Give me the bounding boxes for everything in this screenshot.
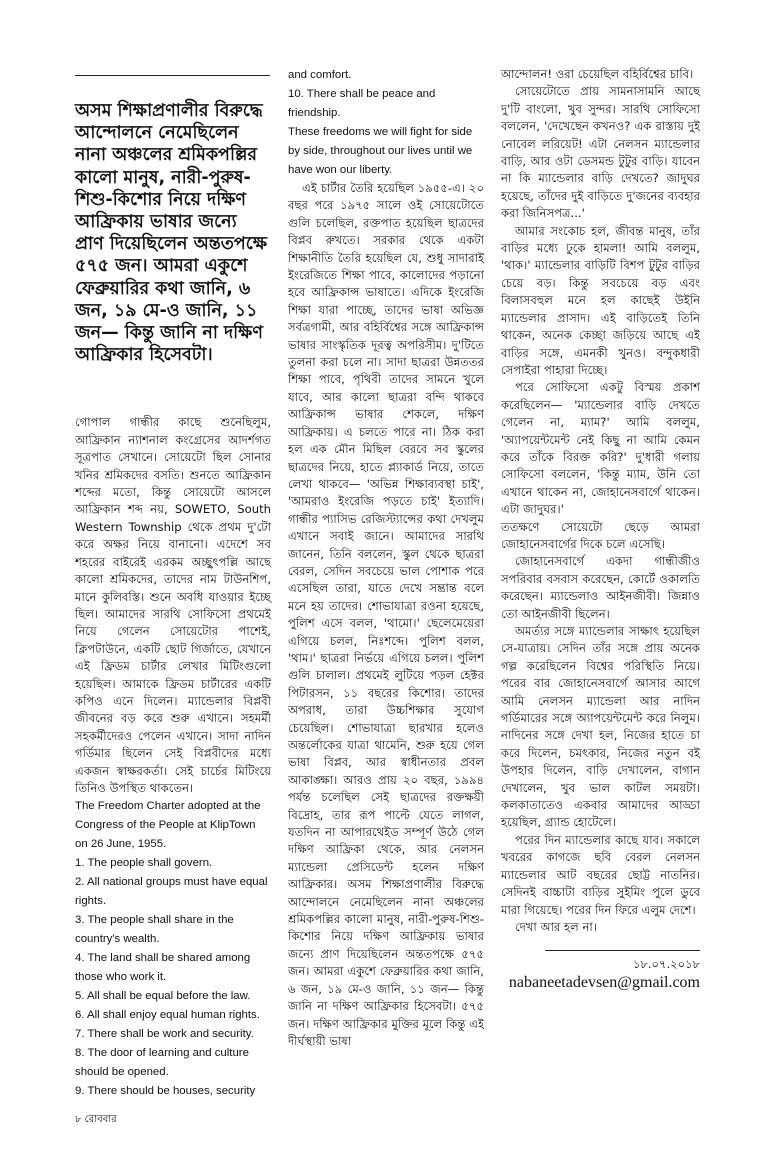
body-paragraph: পরের দিন ম্যান্ডেলার কাছে যাব। সকালে খবরের কাগজে ছবি বেরল নেলসন ম্যান্ডেলার আট বছরের ছোট্ট নাতনির। সেদিনই বাচ্চাটা বাড়ির সুইমিং পুলে ডুবে মারা গিয়েছে। পরের দিন ফিরে এলুম দেশে। bbox=[501, 832, 700, 917]
column-2 bbox=[288, 66, 484, 1050]
pull-quote: অসম শিক্ষাপ্রণালীর বিরুদ্ধে আন্দোলনে নেমেছিলেন নানা অঞ্চলের শ্রমিকপল্লির কালো মানুষ, নারী-পুরুষ-শিশু-কিশোর নিয়ে দক্ষিণ আফ্রিকায় ভাষার জন্যে প্রাণ দিয়েছিলেন অন্ততপক্ষে ৫৭৫ জন। আমরা একুশে ফেব্রুয়ারির কথা জানি, ৬ জন, ১৯ মে-ও জানি, ১১ জন— কিন্তু জানি না দক্ষিণ আফ্রিকার হিসেবটা। bbox=[75, 101, 268, 366]
body-paragraph: জোহানেসবার্গে একদা গান্ধীজীও সপরিবার বসবাস করেছেন, কোর্টে ওকালতি করেছেন। ম্যান্ডেলাও আইনজীবী। জিন্নাও তো আইনজীবী ছিলেন। bbox=[501, 554, 700, 621]
column-3 bbox=[501, 66, 700, 993]
top-rule bbox=[75, 75, 270, 76]
column-1 bbox=[75, 66, 271, 1101]
body-paragraph: ততক্ষণে সোয়েটো ছেড়ে আমরা জোহানেসবার্গের দিকে চলে এসেছি। bbox=[501, 519, 700, 551]
body-paragraph: আন্দোলন! ওরা চেয়েছিল বহির্বিশ্বের চাবি। bbox=[501, 67, 694, 81]
body-paragraph: গোপাল গান্ধীর কাছে শুনেছিলুম, আফ্রিকান ন্যাশনাল কংগ্রেসের আদর্শগত সূত্রপাত সেখানে। সোয়েটো ছিল সোনার খনির শ্রমিকদের বসতি। শুনতে আফ্রিকান শব্দের মতো, কিন্তু সোয়েটো আসলে আফ্রিকান শব্দ নয়, SOWETO, South Western Township থেকে প্রথম দু'টো করে অক্ষর নিয়ে বানানো। এদেশে সব শহরের বাইরেই এরকম অচ্ছুৎপল্লি আছে কালো শ্রমিকদের, তাদের নাম টাউনশিপ, মানে কুলিবস্তি। শুনে অবধি যাওয়ার ইচ্ছে ছিল। আমাদের সারথি সোফিসো প্রথমেই নিয়ে গেলেন সোয়েটোর পাশেই, ক্লিপটাউনে, একটি ছোট গির্জাতে, যেখানে এই ফ্রিডম চার্টার লেখার মিটিংগুলো হয়েছিল। আমাকে ফ্রিডম চার্টারের একটি কপিও এনে দিলেন। ম্যান্ডেলার বিপ্লবী জীবনের বড় করে শুরু এখানে। সহমর্মী সহকর্মীদেরও পেলেন এখানে। সাদা নাদিন গর্ডিমার ছিলেন সেই বিপ্লবীদের মধ্যে একজন স্বাক্ষরকর্তা। সেই চার্চের মিটিংয়ে তিনিও উপস্থিত থাকতেন। bbox=[75, 415, 271, 795]
charter-item: 4. The land shall be shared among those who work it. bbox=[75, 952, 251, 984]
signature-rule bbox=[545, 950, 700, 951]
article-grid bbox=[75, 66, 700, 1101]
charter-item: 1. The people shall govern. bbox=[75, 857, 213, 870]
charter-item: 8. The door of learning and culture should be opened. bbox=[75, 1047, 249, 1079]
charter-item: 10. There shall be peace and friendship. bbox=[288, 88, 436, 119]
charter-item: 6. All shall enjoy equal human rights. bbox=[75, 1009, 260, 1022]
charter-item: 7. There shall be work and security. bbox=[75, 1028, 254, 1041]
charter-item: and comfort. bbox=[288, 69, 352, 81]
body-paragraph: দেখা আর হল না। bbox=[515, 919, 597, 934]
body-paragraph: এই চার্টার তৈরি হয়েছিল ১৯৫৫-এ। ২০ বছর পরে ১৯৭৫ সালে ওই সোয়েটোতে গুলি চলেছিল, রক্তপাত হয়েছিল ছাত্রদের বিপ্লব রুখতে। সরকার থেকে একটা শিক্ষানীতি তৈরি হয়েছিল যে, শুধু সাদারাই ইংরেজিতে শিক্ষা পাবে, কালোদের পড়ানো হবে আফ্রিকান্স ভাষাতে। এদিকে ইংরেজি শিক্ষা যারা পাচ্ছে, তাদের ভাষা অভিজ্ঞ সর্বত্রগামী, আর বহির্বিশ্বের সঙ্গে আফ্রিকান্স ভাষার সাংস্কৃতিক দূরত্ব অপরিসীম। দু'টিতে তুলনা করা চলে না। সাদা ছাত্ররা উন্নততর শিক্ষা পাবে, পৃথিবী তাদের সামনে খুলে যাবে, আর কালো ছাত্ররা বন্দি থাকবে আফ্রিকান্স ভাষার শেকলে, দক্ষিণ আফ্রিকায়। এ চলতে পারে না। ঠিক করা হল এক মৌন মিছিল বেরবে সব স্কুলের ছাত্রদের নিয়ে, হাতে প্ল্যাকার্ড নিয়ে, তাতে লেখা থাকবে— 'অভিন্ন শিক্ষাব্যবস্থা চাই', 'আমরাও ইংরেজি পড়তে চাই' ইত্যাদি। গান্ধীর প্যাসিভ রেজিস্ট্যান্সের কথা দেখলুম এখানে সবাই জানে। আমাদের সারথি জানেন, তিনি বললেন, স্কুল থেকে ছাত্ররা বেরল, সেদিন সবচেয়ে ভাল পোশাক পরে এসেছিল তারা, যাতে দেখে সম্ভ্রান্ত বলে মনে হয় তাদের। শোভাযাত্রা রওনা হয়েছে, পুলিশ এসে বলল, 'থামো।' ছেলেমেয়েরা এগিয়ে চলল, নিঃশব্দে। পুলিশ বলল, 'থাম।' ছাত্ররা নির্ভয়ে এগিয়ে চলল। পুলিশ গুলি চালাল। প্রথমেই লুটিয়ে পড়ল হেক্টর পিটারসন, ১১ বছরের কিশোর। তাদের অপরাধ, তারা উচ্চশিক্ষার সুযোগ চেয়েছিল। শোভাযাত্রা ছারখার হলেও অন্তর্লোকের যাত্রা থামেনি, শুরু হয়ে গেল ভাষা বিপ্লব, আর স্বাধীনতার প্রবল আকাঙ্ক্ষা। আরও প্রায় ২০ বছর, ১৯৯৪ পর্যন্ত চলেছিল সেই ছাত্রদের রক্তক্ষয়ী বিদ্রোহ, তার রূপ পাল্টে যেতে লাগল, যতদিন না আপারথেইড সম্পূর্ণ উঠে গেল দক্ষিণ আফ্রিকা থেকে, আর নেলসন ম্যান্ডেলা প্রেসিডেন্ট হলেন দক্ষিণ আফ্রিকার। অসম শিক্ষাপ্রণালীর বিরুদ্ধে আন্দোলনে নেমেছিলেন নানা অঞ্চলের শ্রমিকপল্লির কালো মানুষ, নারী-পুরুষ-শিশু-কিশোর নিয়ে দক্ষিণ আফ্রিকায় ভাষার জন্যে প্রাণ দিয়েছিলেন অন্ততপক্ষে ৫৭৫ জন। আমরা একুশে ফেব্রুয়ারির কথা জানি, ৬ জন, ১৯ মে-ও জানি, ১১ জন— কিন্তু জানি না দক্ষিণ আফ্রিকার হিসেবটা। ৫৭৫ জন। দক্ষিণ আফ্রিকার মুক্তির মূলে কিন্তু এই দীর্ঘস্থায়ী ভাষা bbox=[288, 181, 484, 1048]
article-date: ১৮.০৭.২০১৮ bbox=[632, 957, 700, 972]
charter-intro: The Freedom Charter adopted at the Congress of the People at KlipTown on 26 June, 1955. bbox=[75, 800, 261, 851]
charter-item: 2. All national groups must have equal rights. bbox=[75, 876, 268, 908]
body-paragraph: অমর্ত্যর সঙ্গে ম্যান্ডেলার সাক্ষাৎ হয়েছিল সে-যাত্রায়। সেদিন তাঁর সঙ্গে প্রায় অনেক গল্প করেছিলেন বিশ্বের পরিস্থিতি নিয়ে। পরের বার জোহানেসবার্গে আসার আগে আমি নেলসন ম্যান্ডেলা আর নাদিন গর্ডিমারের সঙ্গে অ্যাপয়েন্টমেন্ট করে নিলুম। নাদিনের সঙ্গে দেখা হল, নিজের হাতে চা করে দিলেন, চমৎকার, নিজের নতুন বই উপহার দিলেন, বাড়ি দেখালেন, বাগান দেখালেন, খুব ভাল কাটল সময়টা। কলকাতাতেও একবার আমাদের আড্ডা হয়েছিল, গ্র্যান্ড হোটেলে। bbox=[501, 624, 700, 830]
charter-item: 9. There should be houses, security bbox=[75, 1085, 256, 1098]
charter-item: 5. All shall be equal before the law. bbox=[75, 990, 251, 1003]
page-footer: ৮ রোববার bbox=[75, 1114, 117, 1126]
author-email[interactable]: nabaneetadevsen@gmail.com bbox=[508, 974, 700, 992]
body-paragraph: পরে সোফিসো একটু বিস্ময় প্রকাশ করেছিলেন— 'ম্যান্ডেলার বাড়ি দেখতে গেলেন না, ম্যাম?' আমি বললুম, 'অ্যাপয়েন্টমেন্ট নেই কিছু না আমি কেমন করে তাঁকে বিরক্ত করি?' দু'ধারী গলায় সোফিসো বললেন, 'কিন্তু ম্যাম, উনি তো এখানে থাকেন না, জোহানেসবার্গে থাকেন। এটা জাদুঘর।' bbox=[501, 380, 700, 517]
charter-close: These freedoms we will fight for side by side, throughout our lives until we have won our liberty. bbox=[288, 126, 473, 176]
signature bbox=[501, 955, 700, 993]
body-paragraph: সোয়েটোতে প্রায় সামনাসামনি আছে দু'টি বাংলো, খুব সুন্দর। সারথি সোফিসো বললেন, 'দেখেছেন কখনও? এক রাস্তায় দুই নোবেল লরিয়েট! এটা নেলসন ম্যান্ডেলার বাড়ি, আর ওটা ডেসমন্ড টুটুর বাড়ি। যাবেন না কি ম্যান্ডেলার বাড়ি দেখতে? জাদুঘর হয়েছে, তাঁদের দুই বাড়িতে দু'জনের ব্যবহার করা জিনিসপত্র...' bbox=[501, 84, 700, 221]
body-paragraph: আমার সংকোচ হল, জীবন্ত মানুষ, তাঁর বাড়ির মধ্যে ঢুকে হামলা! আমি বললুম, 'থাক।' ম্যান্ডেলার বাড়িটি বিশপ টুটুর বাড়ির চেয়ে বড়। কিন্তু সবচেয়ে বড় এবং বিলাসবহুল মনে হল কাছেই উইনি ম্যান্ডেলার প্রাসাদ। এই বাড়িতেই তিনি থাকেন, অনেক কেচ্ছা জড়িয়ে আছে এই বাড়ির সঙ্গে, এমনকী খুনও। বন্দুকধারী সেপাইরা পাহারা দিচ্ছে। bbox=[501, 223, 700, 377]
charter-item: 3. The people shall share in the country's wealth. bbox=[75, 914, 234, 946]
